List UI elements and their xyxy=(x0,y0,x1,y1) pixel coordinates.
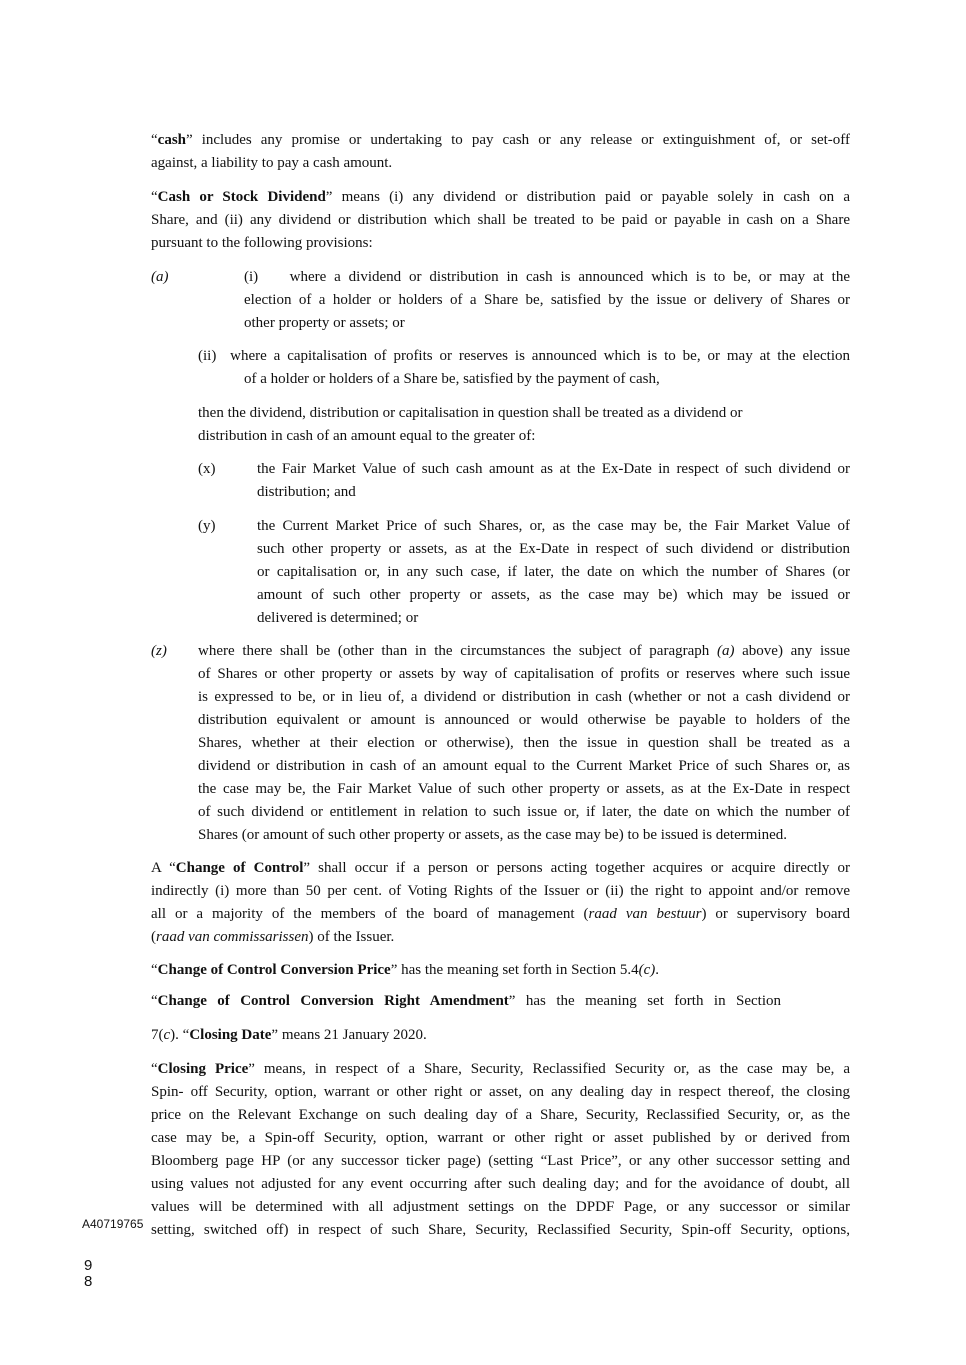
ref-paragraph-a: (a) xyxy=(716,643,735,659)
page-number: 98 xyxy=(84,1257,93,1290)
item-z-line-4: distribution equivalent or amount is announced or would otherwise be payable to holders of the xyxy=(198,712,850,728)
label-y: (y) xyxy=(198,518,216,534)
label-z: (z) xyxy=(151,643,167,659)
item-z-line-9: Shares (or amount of such other property or assets, as the case may be) to be issued is determined. xyxy=(198,827,787,843)
item-z-line-2: of Shares or other property or assets by way of capitalisation of profits or reserves where such issue xyxy=(198,666,850,682)
term-raad-van-bestuur: raad van bestuur xyxy=(588,906,702,922)
term-change-of-control-conversion-price: Change of Control Conversion Price xyxy=(157,962,391,978)
definition-closing-price-line-1: “Closing Price” means, in respect of a Share, Security, Reclassified Security or, as the case may be, a xyxy=(151,1061,850,1077)
definition-cash-or-stock-dividend-line-2: Share, and (ii) any dividend or distribution which shall be treated to be paid or payable in cash on a Share xyxy=(151,212,850,228)
then-paragraph-line-1: then the dividend, distribution or capitalisation in question shall be treated as a dividend or xyxy=(198,405,743,421)
item-y-line-1: the Current Market Price of such Shares, or, as the case may be, the Fair Market Value of xyxy=(257,518,850,534)
term-closing-price: Closing Price xyxy=(157,1061,249,1077)
item-z-line-1: where there shall be (other than in the circumstances the subject of paragraph (a) above) any issue xyxy=(198,643,850,659)
ref-section-5-4-c: (c) xyxy=(638,962,656,978)
term-cash: cash xyxy=(157,132,187,148)
definition-closing-price-line-8: setting, switched off) in respect of such Share, Security, Reclassified Security, Spin-off Security, options, xyxy=(151,1222,850,1238)
definition-cash-or-stock-dividend-line-3: pursuant to the following provisions: xyxy=(151,235,373,251)
item-ii-line-1: (ii) where a capitalisation of profits or reserves is announced which is to be, or may at the election xyxy=(198,348,850,364)
term-cash-or-stock-dividend: Cash or Stock Dividend xyxy=(157,189,326,205)
item-x-line-2: distribution; and xyxy=(257,484,356,500)
definition-change-of-control-line-2: indirectly (i) more than 50 per cent. of Voting Rights of the Issuer or (ii) the right to appoint and/or remove xyxy=(151,883,850,899)
item-a-i-line-1: (i) where a dividend or distribution in cash is announced which is to be, or may at the xyxy=(244,269,850,285)
term-change-of-control: Change of Control xyxy=(175,860,304,876)
definition-cash-or-stock-dividend-line-1: “Cash or Stock Dividend” means (i) any dividend or distribution paid or payable solely in cash on a xyxy=(151,189,850,205)
label-a: (a) xyxy=(151,269,169,285)
item-z-line-3: is expressed to be, or in lieu of, a dividend or distribution in cash (whether or not a cash dividend or xyxy=(198,689,850,705)
item-y-line-4: amount of such other property or assets, as the case may be) which may be issued or xyxy=(257,587,850,603)
definition-closing-price-line-2: Spin- off Security, option, warrant or other right or asset, on any dealing day in respect thereof, the closing xyxy=(151,1084,850,1100)
item-a-i-line-2: election of a holder or holders of a Share be, satisfied by the issue or delivery of Shares or xyxy=(244,292,850,308)
definition-change-of-control-line-1: A “Change of Control” shall occur if a person or persons acting together acquires or acquire directly or xyxy=(151,860,850,876)
definition-closing-price-line-5: Bloomberg page HP (or any successor ticker page) (setting “Last Price”, or any other successor setting and xyxy=(151,1153,850,1169)
ref-section-7-c: c xyxy=(163,1027,171,1043)
item-y-line-2: such other property or assets, as at the Ex-Date in respect of such dividend or distribution xyxy=(257,541,850,557)
term-raad-van-commissarissen: raad van commissarissen xyxy=(156,929,309,945)
label-i: (i) xyxy=(244,269,259,285)
definition-cash-line-2: against, a liability to pay a cash amount. xyxy=(151,155,393,171)
definition-closing-date: 7(c). “Closing Date” means 21 January 2020. xyxy=(151,1027,427,1043)
definition-cash-line-1: “cash” includes any promise or undertaking to pay cash or any release or extinguishment of, or set-off xyxy=(151,132,850,148)
item-y-line-3: or capitalisation or, in any such case, if later, the date on which the number of Shares (or xyxy=(257,564,850,580)
definition-change-of-control-conversion-right-amendment: “Change of Control Conversion Right Amendment” has the meaning set forth in Section xyxy=(151,993,782,1009)
definition-closing-price-line-7: values will be determined with all adjustment settings on the DPDF Page, or any successor or similar xyxy=(151,1199,850,1215)
item-z-line-8: of such dividend or entitlement in relation to such issue or, if later, the date on which the number of xyxy=(198,804,850,820)
definition-change-of-control-conversion-price: “Change of Control Conversion Price” has the meaning set forth in Section 5.4(c). xyxy=(151,962,659,978)
item-ii-line-2: of a holder or holders of a Share be, satisfied by the payment of cash, xyxy=(244,371,660,387)
item-z-line-5: Shares, whether at their election or otherwise), then the issue in question shall be treated as a xyxy=(198,735,850,751)
item-z-line-6: dividend or distribution in cash of an amount equal to the Current Market Price of such Shares or, as xyxy=(198,758,850,774)
term-change-of-control-conversion-right-amendment: Change of Control Conversion Right Amendment xyxy=(157,993,509,1009)
definition-closing-price-line-6: using values not adjusted for any event occurring after such dealing day; and for the avoidance of doubt, all xyxy=(151,1176,850,1192)
label-x: (x) xyxy=(198,461,216,477)
item-a-i-line-3: other property or assets; or xyxy=(244,315,405,331)
item-z-line-7: the case may be, the Fair Market Value of such other property or assets, as at the Ex-Date in respect xyxy=(198,781,850,797)
then-paragraph-line-2: distribution in cash of an amount equal to the greater of: xyxy=(198,428,536,444)
document-code: A40719765 xyxy=(82,1217,144,1231)
definition-change-of-control-line-3: all or a majority of the members of the board of management (raad van bestuur) or supervisory board xyxy=(151,906,850,922)
label-ii: (ii) xyxy=(198,348,217,364)
item-y-line-5: delivered is determined; or xyxy=(257,610,419,626)
definition-change-of-control-line-4: (raad van commissarissen) of the Issuer. xyxy=(151,929,395,945)
term-closing-date: Closing Date xyxy=(189,1027,272,1043)
definition-closing-price-line-4: case may be, a Spin-off Security, option, warrant or other right or asset published by or derived from xyxy=(151,1130,850,1146)
item-x-line-1: the Fair Market Value of such cash amount as at the Ex-Date in respect of such dividend or xyxy=(257,461,850,477)
definition-closing-price-line-3: price on the Relevant Exchange on such dealing day of a Share, Security, Reclassified Security, or, as the xyxy=(151,1107,850,1123)
